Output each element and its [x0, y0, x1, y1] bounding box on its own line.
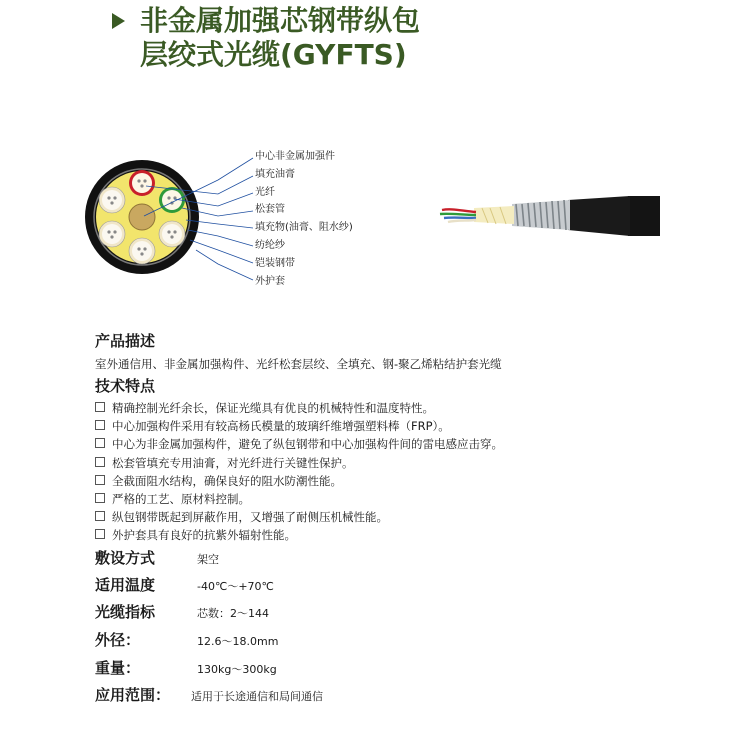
- list-item: 精确控制光纤余长，保证光缆具有优良的机械特性和温度特性。: [95, 399, 503, 417]
- spec-value-application: 适用于长途通信和局间通信: [191, 690, 323, 703]
- checkbox-square-icon: [95, 420, 105, 430]
- cable-outer-sheath-icon: [568, 196, 630, 236]
- legend-label: 填充物(油膏、阻水纱): [255, 222, 353, 234]
- description-text: 室外通信用、非金属加强构件、光纤松套层绞、全填充、钢-聚乙烯粘结护套光缆: [95, 357, 502, 371]
- list-item: 全截面阻水结构，确保良好的阻水防潮性能。: [95, 472, 503, 490]
- cable-side-view: [438, 186, 662, 246]
- checkbox-square-icon: [95, 438, 105, 448]
- cable-cross-section: [78, 150, 263, 290]
- description-heading: 产品描述: [95, 332, 156, 350]
- spec-value-installation: 架空: [197, 553, 219, 566]
- list-item: 松套管填充专用油膏，对光纤进行关键性保护。: [95, 454, 503, 472]
- checkbox-square-icon: [95, 475, 105, 485]
- list-item: 严格的工艺、原材料控制。: [95, 490, 503, 508]
- checkbox-square-icon: [95, 529, 105, 539]
- spec-value-cable-index: 芯数：2～144: [197, 607, 269, 620]
- checkbox-square-icon: [95, 402, 105, 412]
- legend-label: 中心非金属加强件: [255, 151, 335, 162]
- checkbox-square-icon: [95, 511, 105, 521]
- diagram-legend: [255, 148, 353, 290]
- spec-label-installation: 敷设方式: [95, 549, 156, 567]
- features-heading: 技术特点: [95, 377, 156, 395]
- legend-label: 松套管: [255, 204, 285, 216]
- list-item: 中心为非金属加强构件，避免了纵包钢带和中心加强构件间的雷电感应击穿。: [95, 435, 503, 453]
- list-item: 外护套具有良好的抗紫外辐射性能。: [95, 526, 503, 544]
- fiber-tubes-icon: [440, 209, 476, 222]
- legend-label: 外护套: [255, 275, 285, 287]
- title-line-1: 非金属加强芯钢带纵包: [140, 4, 421, 37]
- list-item: 纵包钢带既起到屏蔽作用，又增强了耐侧压机械性能。: [95, 508, 503, 526]
- spec-value-weight: 130kg～300kg: [197, 663, 277, 676]
- cable-end-sheath-icon: [628, 196, 660, 236]
- spec-label-diameter: 外径：: [95, 631, 141, 649]
- spec-label-weight: 重量：: [95, 659, 141, 677]
- spec-label-cable-index: 光缆指标: [95, 603, 156, 621]
- legend-label: 纺纶纱: [255, 239, 285, 251]
- checkbox-square-icon: [95, 493, 105, 503]
- features-list: [95, 399, 503, 545]
- steel-tape-armor-icon: [512, 200, 570, 230]
- list-item: 中心加强构件采用有较高杨氏模量的玻璃纤维增强塑料棒（FRP）。: [95, 417, 503, 435]
- legend-label: 光纤: [255, 186, 275, 198]
- title-line-2: 层绞式光缆(GYFTS): [140, 38, 407, 71]
- play-arrow-icon: [112, 13, 125, 29]
- spec-value-temperature: -40℃～+70℃: [197, 580, 274, 593]
- spec-value-diameter: 12.6～18.0mm: [197, 635, 279, 648]
- checkbox-square-icon: [95, 457, 105, 467]
- aramid-yarn-icon: [474, 206, 514, 224]
- legend-label: 铠装钢带: [255, 257, 295, 269]
- spec-label-temperature: 适用温度: [95, 576, 156, 594]
- central-strength-member-icon: [129, 204, 155, 230]
- legend-label: 填充油膏: [255, 168, 295, 180]
- spec-label-application: 应用范围：: [95, 686, 171, 704]
